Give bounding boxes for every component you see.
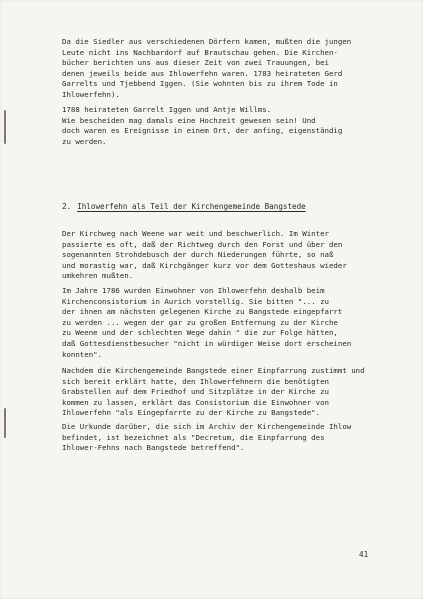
text-line: Kirchenconsistorium in Aurich vorstellig. Sie bitten "... zu: [62, 296, 329, 306]
text-line: sogenannten Strohdebusch der durch Niederungen führte, so naß: [62, 250, 334, 260]
paragraph-1786: [62, 286, 372, 360]
text-line: kommen zu lassen, erklärt das Consistorium die Einwohner von: [62, 397, 329, 407]
text-line: Garrelts und Tjebbend Iggen. (Sie wohnten bis zu ihrem Tode in: [62, 79, 338, 89]
section-title: Ihlowerfehn als Teil der Kirchengemeinde Bangstede: [77, 202, 306, 211]
text-line: umkehren mußten.: [62, 271, 134, 281]
section-heading: [62, 202, 306, 211]
text-line: der ihnen am nächsten gelegenen Kirche zu Bangstede eingepfarrt: [62, 307, 343, 317]
paragraph-siedler: [62, 37, 372, 101]
page-number: 41: [359, 550, 369, 559]
paragraph-kirchweg: [62, 229, 372, 282]
text-line: zu werden.: [62, 136, 107, 146]
paragraph-urkunde: [62, 422, 372, 454]
text-line: zu werden ... wegen der gar zu großen Entfernung zu der Kirche: [62, 317, 338, 327]
text-line: sich bereit erklärt hatte, den Ihlowerfehnern die benötigten: [62, 376, 329, 386]
text-line: bücher berichten uns aus dieser Zeit von zwei Trauungen, bei: [62, 58, 329, 68]
section-number: 2.: [62, 202, 72, 211]
text-line: Die Urkunde darüber, die sich im Archiv der Kirchengemeinde Ihlow: [62, 422, 352, 431]
staple-mark: [4, 110, 6, 144]
text-line: Leute nicht ins Nachbardorf auf Brautschau gehen. Die Kirchen-: [62, 47, 338, 57]
paragraph-nachdem: [62, 366, 372, 419]
paragraph-hochzeit: [62, 105, 372, 147]
text-line: 1788 heirateten Garrelt Iggen und Antje Willms.: [62, 105, 272, 114]
text-line: und morastig war, daß Kirchgänger kurz vor dem Gotteshaus wieder: [62, 260, 347, 270]
text-line: Ihlowerfehn).: [62, 89, 120, 99]
text-line: konnten".: [62, 349, 103, 359]
text-line: Im Jahre 1786 wurden Einwohner von Ihlowerfehn deshalb beim: [62, 286, 325, 295]
text-line: Da die Siedler aus verschiedenen Dörfern kamen, mußten die jungen: [62, 37, 352, 46]
text-line: Ihlower-Fehns nach Bangstede betreffend".: [62, 443, 245, 453]
text-line: zu Weene und der schlechten Wege dahin " die zur Folge hätten,: [62, 328, 338, 338]
text-line: Ihlowerfehn "als Eingepfarrte zu der Kirche zu Bangstede".: [62, 408, 321, 418]
text-line: befindet, ist bezeichnet als "Decretum, die Einpfarrung des: [62, 432, 325, 442]
text-line: Nachdem die Kirchengemeinde Bangstede einer Einpfarrung zustimmt und: [62, 366, 365, 375]
text-line: Wie bescheiden mag damals eine Hochzeit gewesen sein! Und: [62, 115, 316, 125]
text-line: doch waren es Ereignisse in einem Ort, der anfing, eigenständig: [62, 126, 343, 136]
text-line: Grabstellen auf dem Friedhof und Sitzplätze in der Kirche zu: [62, 387, 329, 397]
text-line: daß Gottesdienstbesucher "nicht in würdiger Weise dort erscheinen: [62, 338, 352, 348]
text-line: denen jeweils beide aus Ihlowerfehn waren. 1783 heirateten Gerd: [62, 68, 343, 78]
text-line: Der Kirchweg nach Weene war weit und beschwerlich. Im Winter: [62, 229, 329, 238]
text-line: passierte es oft, daß der Richtweg durch den Forst und über den: [62, 239, 343, 249]
staple-mark: [4, 408, 6, 438]
